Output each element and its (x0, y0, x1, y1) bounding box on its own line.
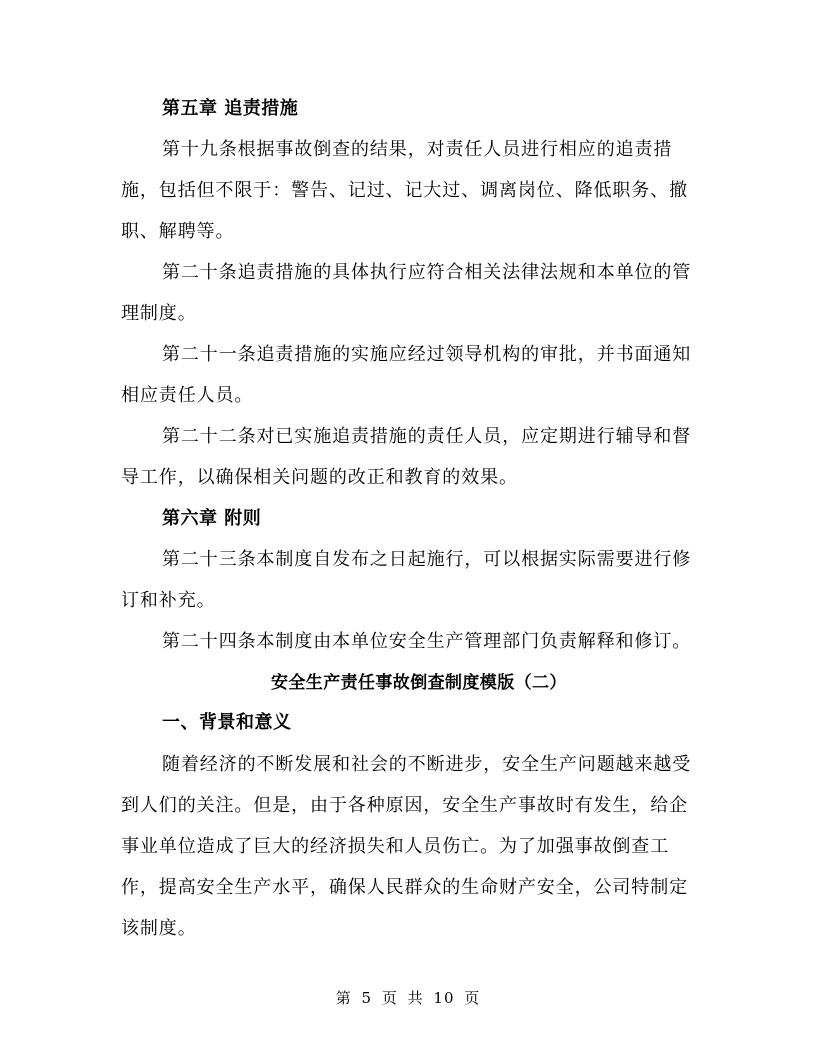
background-para-line-3: 事业单位造成了巨大的经济损失和人员伤亡。为了加强事故倒查工 (121, 836, 670, 857)
article-21-line-2: 相应责任人员。 (121, 385, 254, 406)
chapter-6-heading: 第六章 附则 (162, 508, 262, 529)
article-20-line-1: 第二十条追责措施的具体执行应符合相关法律法规和本单位的管 (162, 262, 692, 283)
article-19-line-2: 施，包括但不限于：警告、记过、记大过、调离岗位、降低职务、撤 (121, 180, 688, 201)
article-23-line-1: 第二十三条本制度自发布之日起施行，可以根据实际需要进行修 (162, 549, 692, 570)
article-21-line-1: 第二十一条追责措施的实施应经过领导机构的审批，并书面通知 (162, 344, 692, 365)
article-24-line-1: 第二十四条本制度由本单位安全生产管理部门负责解释和修订。 (162, 631, 692, 652)
background-para-line-5: 该制度。 (121, 918, 197, 939)
article-19-line-1: 第十九条根据事故倒查的结果，对责任人员进行相应的追责措 (162, 139, 673, 160)
footer-suffix: 页 (464, 989, 481, 1007)
background-para-line-4: 作，提高安全生产水平，确保人民群众的生命财产安全，公司特制定 (121, 877, 688, 898)
article-22-line-1: 第二十二条对已实施追责措施的责任人员，应定期进行辅导和督 (162, 426, 692, 447)
background-para-line-2: 到人们的关注。但是，由于各种原因，安全生产事故时有发生，给企 (121, 795, 688, 816)
article-20-line-2: 理制度。 (121, 303, 197, 324)
article-22-line-2: 导工作，以确保相关问题的改正和教育的效果。 (121, 467, 518, 488)
section-2-subheading: 一、背景和意义 (162, 712, 292, 733)
footer-page-number: 5 (361, 989, 373, 1007)
section-2-title: 安全生产责任事故倒查制度模版（二） (271, 673, 567, 693)
background-para-line-1: 随着经济的不断发展和社会的不断进步，安全生产问题越来越受 (162, 754, 692, 775)
chapter-5-heading: 第五章 追责措施 (162, 98, 299, 119)
article-23-line-2: 订和补充。 (121, 590, 216, 611)
footer-total-label: 共 (407, 989, 424, 1007)
page-footer (0, 988, 816, 1008)
article-19-line-3: 职、解聘等。 (121, 221, 235, 242)
footer-total-pages: 10 (433, 989, 455, 1007)
footer-page-label: 页 (381, 989, 398, 1007)
footer-prefix: 第 (335, 989, 352, 1007)
